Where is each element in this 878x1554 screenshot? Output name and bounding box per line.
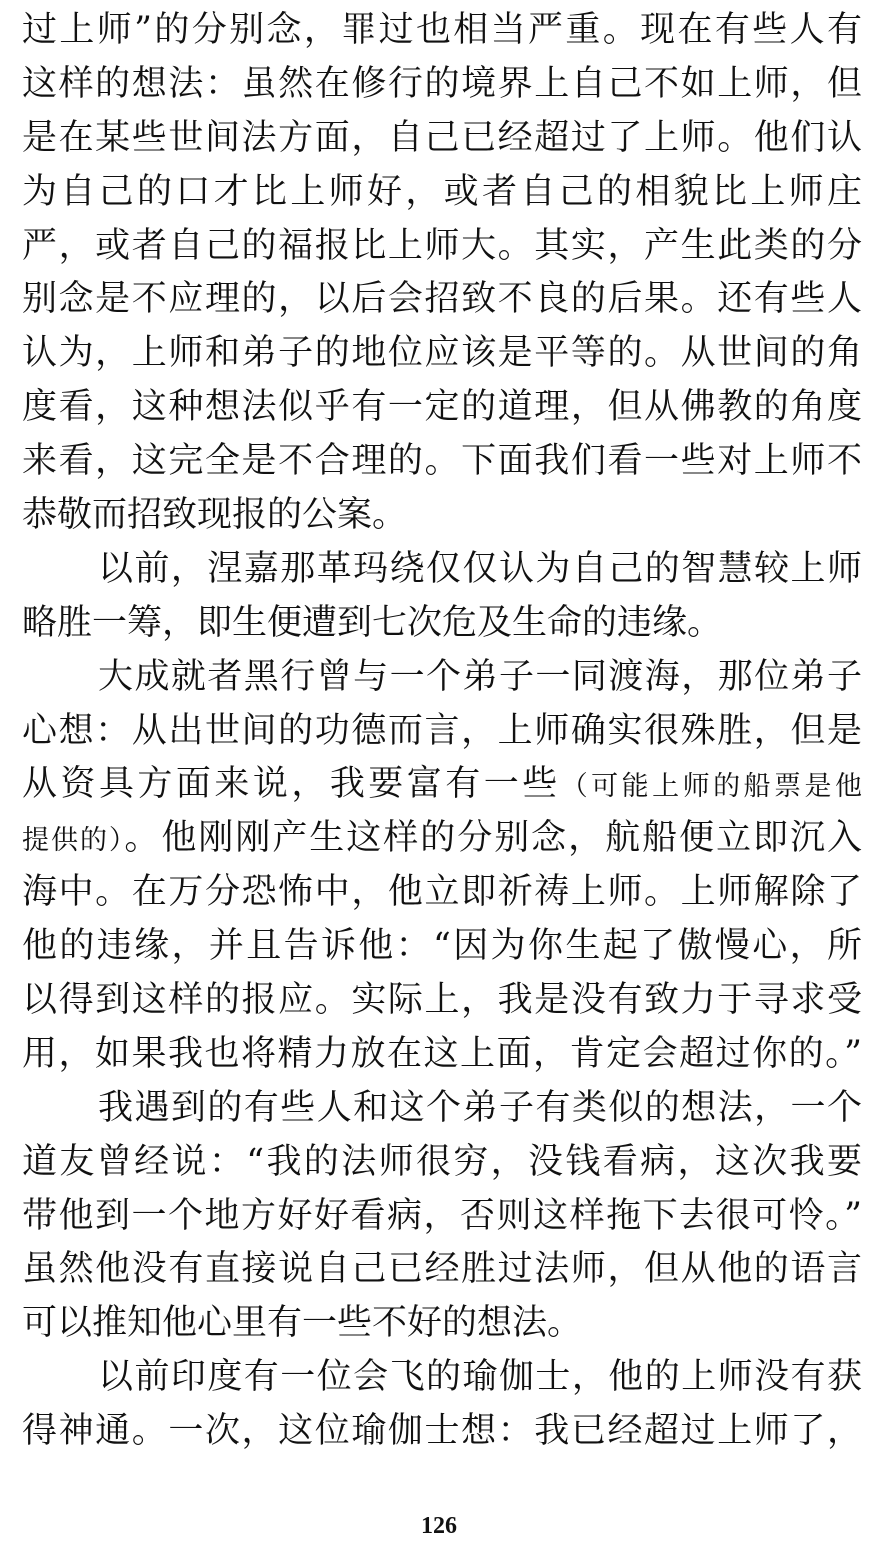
annotation-note: （可能上师的船票是他 xyxy=(560,771,862,803)
text-line: 道友曾经说：“我的法师很穷，没钱看病，这次我要 xyxy=(22,1141,862,1182)
text-line: 为自己的口才比上师好，或者自己的相貌比上师庄 xyxy=(22,171,862,212)
text-line: 严，或者自己的福报比上师大。其实，产生此类的分 xyxy=(22,225,862,266)
text-line: 以得到这样的报应。实际上，我是没有致力于寻求受 xyxy=(22,980,862,1021)
text-run: 从资具方面来说，我要富有一些 xyxy=(22,764,561,805)
text-line: 可以推知他心里有一些不好的想法。 xyxy=(22,1303,583,1344)
text-line: 认为，上师和弟子的地位应该是平等的。从世间的角 xyxy=(22,333,862,374)
text-line xyxy=(22,758,862,812)
paragraph-first-line: 以前印度有一位会飞的瑜伽士，他的上师没有获 xyxy=(98,1357,862,1398)
page-number: 126 xyxy=(421,1513,457,1539)
body-text xyxy=(22,4,862,1459)
paragraph-first-line: 我遇到的有些人和这个弟子有类似的想法，一个 xyxy=(98,1087,862,1128)
annotation-note: 提供的） xyxy=(22,825,125,857)
text-line: 来看，这完全是不合理的。下面我们看一些对上师不 xyxy=(22,441,862,482)
text-line xyxy=(22,812,862,866)
text-line: 带他到一个地方好好看病，否则这样拖下去很可怜。” xyxy=(22,1195,862,1236)
text-line: 这样的想法：虽然在修行的境界上自己不如上师，但 xyxy=(22,63,862,104)
text-line: 得神通。一次，这位瑜伽士想：我已经超过上师了， xyxy=(22,1411,862,1452)
text-line: 别念是不应理的，以后会招致不良的后果。还有些人 xyxy=(22,279,862,320)
text-line: 海中。在万分恐怖中，他立即祈祷上师。上师解除了 xyxy=(22,872,862,913)
text-line: 用，如果我也将精力放在这上面，肯定会超过你的。” xyxy=(22,1033,862,1074)
text-line: 虽然他没有直接说自己已经胜过法师，但从他的语言 xyxy=(22,1249,862,1290)
text-run: 。他刚刚产生这样的分别念，航船便立即沉入 xyxy=(124,818,862,859)
text-line: 他的违缘，并且告诉他：“因为你生起了傲慢心，所 xyxy=(22,926,862,967)
text-line: 度看，这种想法似乎有一定的道理，但从佛教的角度 xyxy=(22,387,862,428)
text-line: 是在某些世间法方面，自己已经超过了上师。他们认 xyxy=(22,117,862,158)
text-line: 略胜一筹，即生便遭到七次危及生命的违缘。 xyxy=(22,602,723,643)
text-line: 心想：从出世间的功德而言，上师确实很殊胜，但是 xyxy=(22,710,862,751)
paragraph-first-line: 大成就者黑行曾与一个弟子一同渡海，那位弟子 xyxy=(98,656,862,697)
paragraph-first-line: 以前，涅嘉那革玛绕仅仅认为自己的智慧较上师 xyxy=(98,548,862,589)
text-line: 恭敬而招致现报的公案。 xyxy=(22,495,408,536)
text-line: 过上师”的分别念，罪过也相当严重。现在有些人有 xyxy=(22,10,862,50)
